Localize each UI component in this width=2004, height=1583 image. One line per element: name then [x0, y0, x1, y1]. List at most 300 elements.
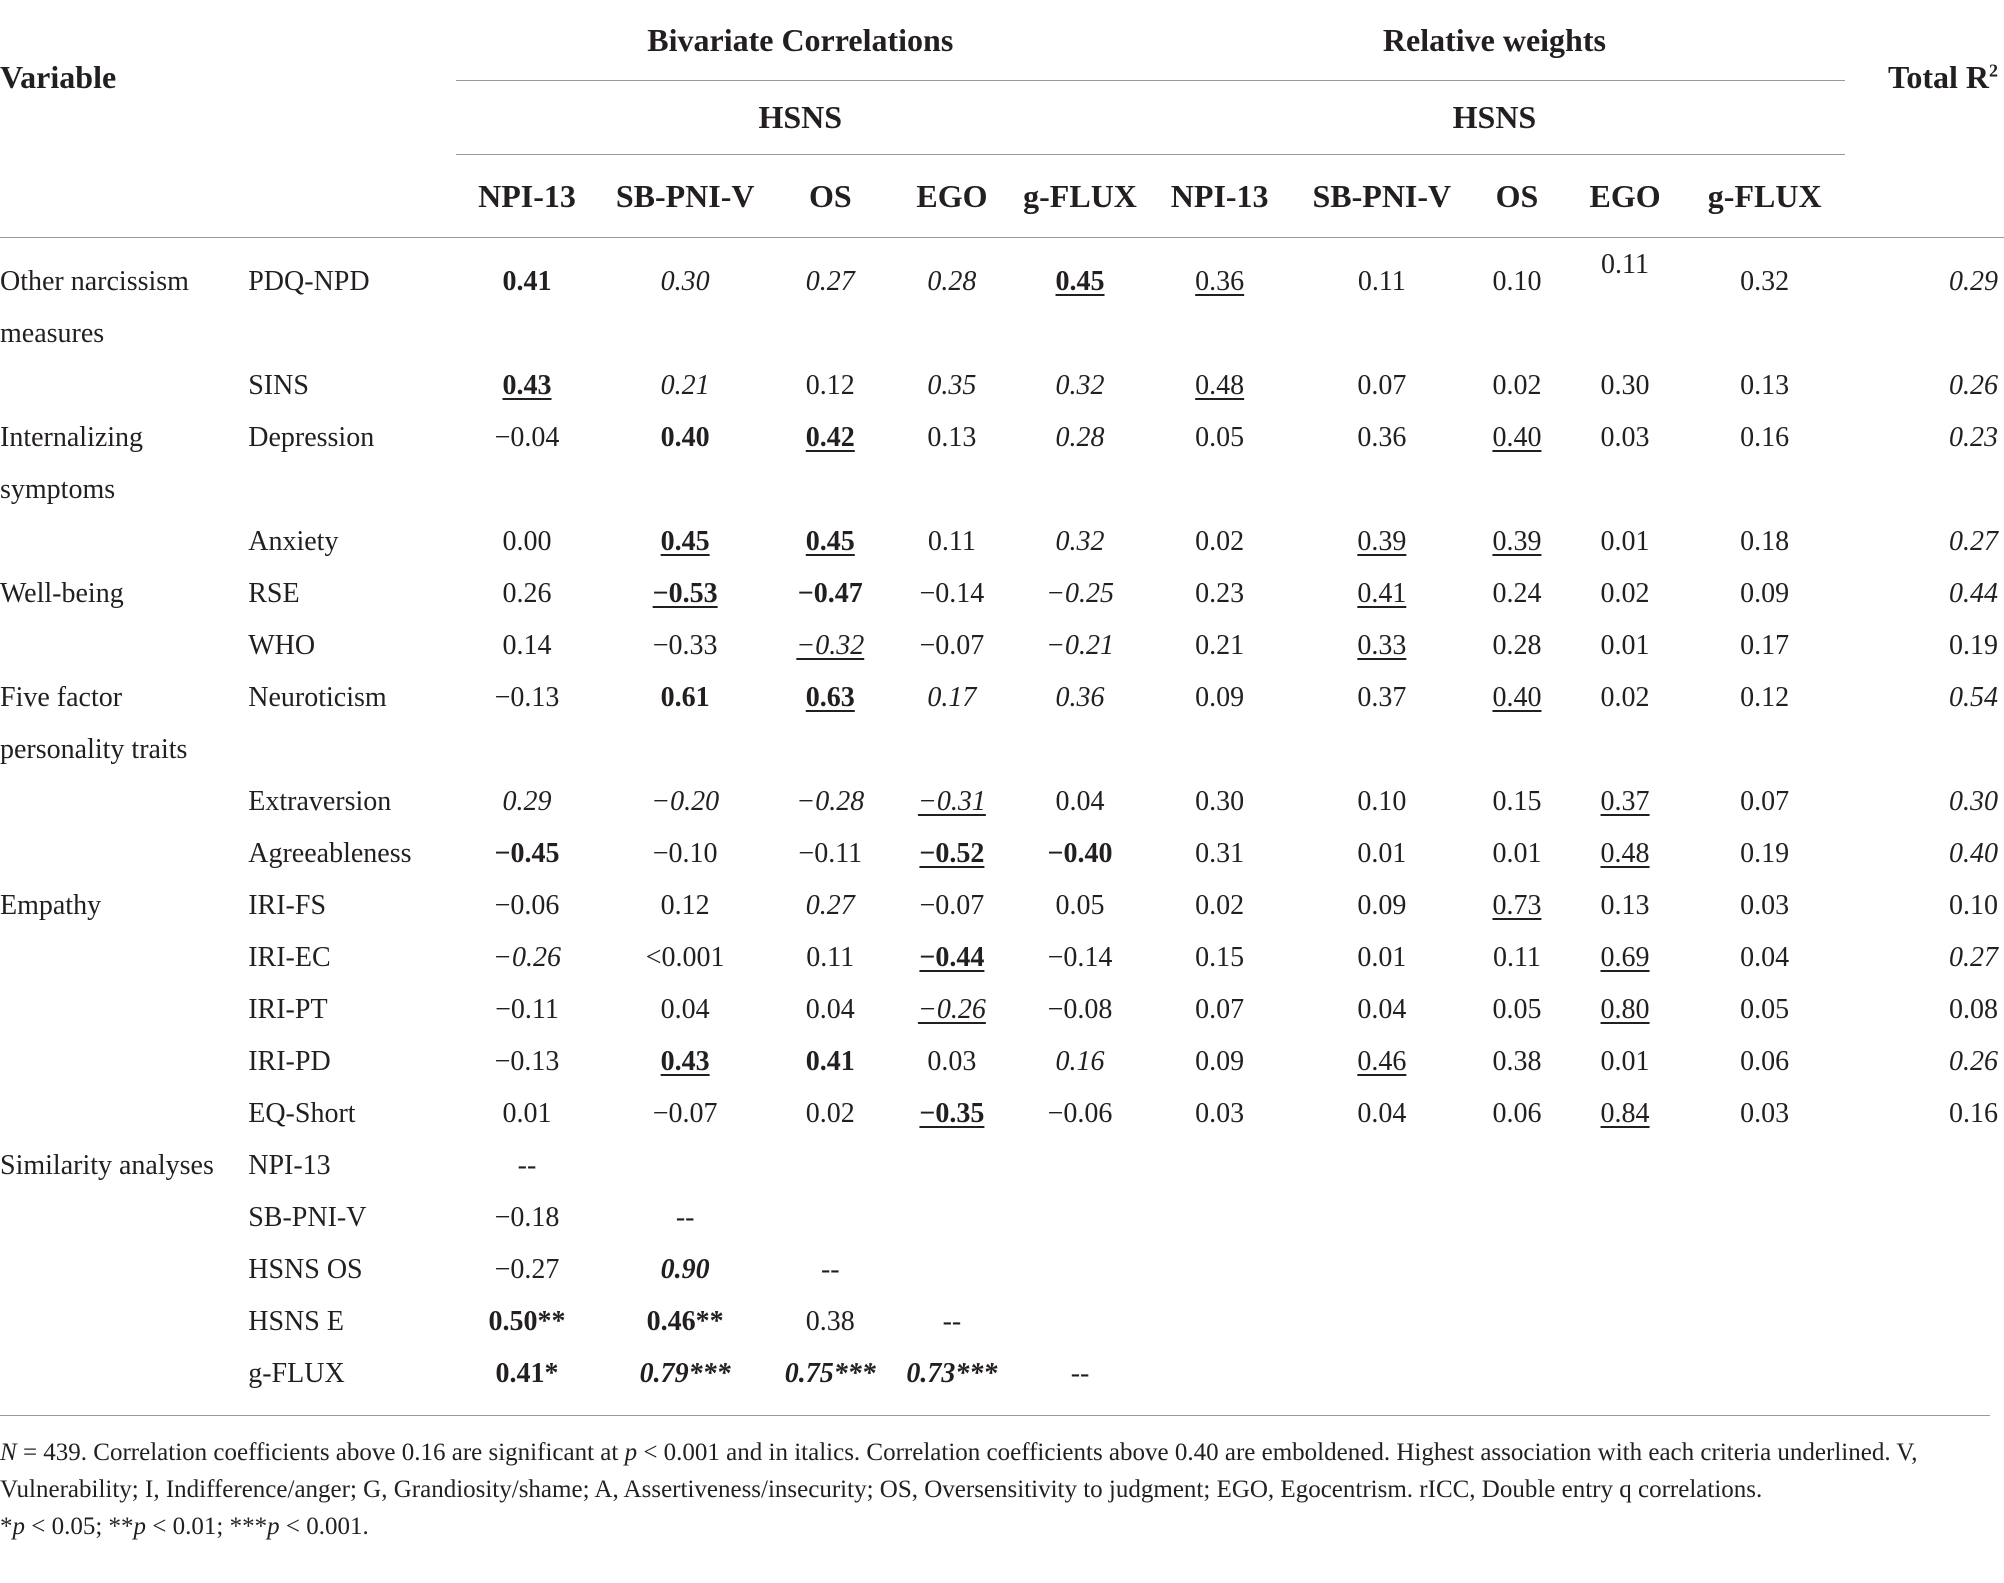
group-label	[0, 1088, 248, 1140]
value-cell	[1565, 568, 1684, 620]
value-cell	[1016, 412, 1144, 516]
value-cell	[1685, 828, 1845, 880]
cell-value: 0.03	[1740, 1098, 1790, 1129]
footnote-text: N = 439. Correlation coefficients above 0.16 are significant at p < 0.001 and in italics. Correlation coefficients above 0.40 are emboldened. Highest association with each criteria underlined. V, Vulnerability; I, Indifference/anger; G, Grandiosity/shame; A, Assertiveness/insecurity; OS, Oversensitivity to judgment; EGO, Egocentrism. rICC, Double entry q correlations.	[0, 1439, 1918, 1503]
group-label-text: Empathy	[0, 890, 102, 921]
cell-value: 0.45	[660, 526, 710, 557]
value-cell	[1144, 776, 1295, 828]
value-cell	[773, 1192, 888, 1244]
cell-value: 0.41*	[495, 1358, 559, 1389]
variable-label: g-FLUX	[248, 1358, 345, 1389]
cell-value: −0.06	[1047, 1098, 1113, 1129]
cell-value: 0.28	[1055, 422, 1105, 453]
total-r2-cell	[1845, 360, 2004, 412]
value-cell	[773, 360, 888, 412]
value-cell	[1016, 1088, 1144, 1140]
value-cell	[1016, 828, 1144, 880]
cell-value: 0.50**	[488, 1306, 566, 1337]
cell-value: −0.28	[796, 786, 865, 817]
cell-value: 0.18	[1740, 526, 1790, 557]
cell-value: 0.09	[1357, 890, 1407, 921]
value-cell	[456, 1088, 597, 1140]
cell-value: 0.07	[1740, 786, 1790, 817]
cell-value: 0.01	[1600, 1046, 1650, 1077]
value-cell	[1565, 1088, 1684, 1140]
value-cell	[888, 984, 1016, 1036]
total-r2-cell	[1845, 238, 2004, 361]
hsns-header-bivariate: HSNS	[456, 81, 1144, 155]
value-cell	[1685, 360, 1845, 412]
cell-value: −0.08	[1047, 994, 1113, 1025]
cell-value: 0.05	[1492, 994, 1542, 1025]
value-cell	[888, 620, 1016, 672]
cell-value: 0.21	[660, 370, 710, 401]
cell-value: −0.32	[796, 630, 865, 661]
value-cell	[1016, 672, 1144, 776]
cell-value: 0.11	[927, 526, 976, 557]
group-label	[0, 672, 248, 776]
cell-value: −0.52	[919, 838, 985, 869]
value-cell	[1144, 516, 1295, 568]
value-cell	[598, 880, 773, 932]
value-cell	[1468, 1244, 1565, 1296]
cell-value: −0.44	[919, 942, 985, 973]
value-cell	[1295, 880, 1468, 932]
value-cell	[1468, 1348, 1565, 1410]
cell-value: −0.21	[1046, 630, 1114, 661]
cell-value: −0.33	[652, 630, 718, 661]
col-header: OS	[1468, 155, 1565, 238]
value-cell	[1144, 1348, 1295, 1410]
value-cell	[1144, 828, 1295, 880]
value-cell	[598, 1244, 773, 1296]
col-header: SB-PNI-V	[1295, 155, 1468, 238]
total-r2-cell	[1845, 1348, 2004, 1410]
group-label-text: Five factor personality traits	[0, 682, 188, 765]
cell-value: 0.02	[1600, 682, 1650, 713]
cell-value: 0.19	[1949, 630, 1998, 661]
value-cell	[1468, 568, 1565, 620]
cell-value: 0.32	[1055, 526, 1105, 557]
value-cell	[598, 412, 773, 516]
cell-value: −0.40	[1047, 838, 1113, 869]
value-cell	[1565, 1036, 1684, 1088]
group-label	[0, 360, 248, 412]
value-cell	[1144, 1140, 1295, 1192]
cell-value: 0.40	[1492, 682, 1542, 713]
cell-value: 0.15	[1195, 942, 1245, 973]
value-cell	[1144, 932, 1295, 984]
cell-value: −0.47	[797, 578, 863, 609]
value-cell	[598, 1192, 773, 1244]
cell-value: 0.75***	[784, 1358, 876, 1389]
value-cell	[1685, 1192, 1845, 1244]
table-row	[0, 238, 2004, 361]
cell-value: --	[517, 1150, 537, 1181]
total-r2-cell	[1845, 1088, 2004, 1140]
cell-value: −0.13	[494, 682, 560, 713]
value-cell	[598, 672, 773, 776]
total-r2-cell	[1845, 1036, 2004, 1088]
value-cell	[1016, 1348, 1144, 1410]
group-label	[0, 828, 248, 880]
relative-header: Relative weights	[1144, 0, 1845, 81]
group-label	[0, 516, 248, 568]
value-cell	[1468, 1036, 1565, 1088]
cell-value: --	[1070, 1358, 1090, 1389]
value-cell	[1565, 516, 1684, 568]
cell-value: 0.01	[1600, 526, 1650, 557]
value-cell	[1468, 516, 1565, 568]
value-cell	[1295, 1140, 1468, 1192]
total-r2-cell	[1845, 1296, 2004, 1348]
table-row	[0, 828, 2004, 880]
value-cell	[1685, 620, 1845, 672]
cell-value: −0.13	[494, 1046, 560, 1077]
value-cell	[1016, 984, 1144, 1036]
value-cell	[1685, 932, 1845, 984]
cell-value: 0.48	[1195, 370, 1245, 401]
value-cell	[1295, 568, 1468, 620]
value-cell	[598, 776, 773, 828]
variable-label: Neuroticism	[248, 682, 387, 713]
cell-value: 0.44	[1949, 578, 1998, 609]
cell-value: −0.14	[1047, 942, 1113, 973]
value-cell	[598, 516, 773, 568]
cell-value: 0.46	[1357, 1046, 1407, 1077]
table-body	[0, 238, 2004, 1411]
value-cell	[888, 516, 1016, 568]
hsns-header-relative: HSNS	[1144, 81, 1845, 155]
cell-value: 0.13	[1600, 890, 1650, 921]
cell-value: 0.09	[1195, 682, 1245, 713]
cell-value: 0.26	[1949, 1046, 1998, 1077]
total-r2-header: Total $R^2$	[1887, 58, 1998, 95]
cell-value: 0.11	[1492, 942, 1541, 973]
cell-value: 0.90	[660, 1254, 710, 1285]
cell-value: 0.08	[1949, 994, 1998, 1025]
value-cell	[888, 672, 1016, 776]
cell-value: --	[675, 1202, 695, 1233]
cell-value: −0.35	[919, 1098, 985, 1129]
value-cell	[456, 1140, 597, 1192]
value-cell	[1565, 1192, 1684, 1244]
cell-value: 0.39	[1492, 526, 1542, 557]
group-label	[0, 1348, 248, 1410]
table-row	[0, 1192, 2004, 1244]
value-cell	[888, 1348, 1016, 1410]
total-r2-cell	[1845, 568, 2004, 620]
cell-value: 0.46**	[646, 1306, 724, 1337]
cell-value: 0.33	[1357, 630, 1407, 661]
value-cell	[456, 880, 597, 932]
cell-value: 0.11	[1357, 266, 1406, 297]
cell-value: 0.13	[1740, 370, 1790, 401]
cell-value: −0.26	[493, 942, 561, 973]
cell-value: 0.79***	[639, 1358, 731, 1389]
cell-value: 0.01	[1492, 838, 1542, 869]
cell-value: 0.17	[927, 682, 977, 713]
group-label	[0, 880, 248, 932]
value-cell	[1468, 1140, 1565, 1192]
value-cell	[598, 1296, 773, 1348]
total-r2-cell	[1845, 620, 2004, 672]
table-row	[0, 880, 2004, 932]
group-label	[0, 620, 248, 672]
cell-value: 0.23	[1195, 578, 1245, 609]
cell-value: −0.11	[495, 994, 559, 1025]
cell-value: 0.03	[1740, 890, 1790, 921]
col-header: NPI-13	[456, 155, 597, 238]
group-label	[0, 1140, 248, 1192]
value-cell	[1468, 932, 1565, 984]
table-row	[0, 932, 2004, 984]
variable-label: IRI-EC	[248, 942, 331, 973]
variable-label: EQ-Short	[248, 1098, 356, 1129]
value-cell	[888, 412, 1016, 516]
cell-value: 0.16	[1055, 1046, 1105, 1077]
variable-label: Anxiety	[248, 526, 339, 557]
value-cell	[1295, 1244, 1468, 1296]
value-cell	[456, 828, 597, 880]
col-header: g-FLUX	[1685, 155, 1845, 238]
table-row	[0, 1348, 2004, 1410]
value-cell	[598, 1088, 773, 1140]
cell-value: 0.37	[1600, 786, 1650, 817]
value-cell	[1144, 360, 1295, 412]
group-label-text: Similarity analyses	[0, 1150, 214, 1181]
cell-value: 0.40	[1492, 422, 1542, 453]
value-cell	[773, 1296, 888, 1348]
cell-value: 0.40	[1949, 838, 1998, 869]
cell-value: 0.31	[1195, 838, 1245, 869]
value-cell	[1685, 412, 1845, 516]
value-cell	[888, 1244, 1016, 1296]
value-cell	[1565, 238, 1684, 361]
value-cell	[456, 412, 597, 516]
cell-value: 0.30	[660, 266, 710, 297]
cell-value: −0.25	[1046, 578, 1114, 609]
value-cell	[773, 1348, 888, 1410]
total-r2-cell	[1845, 984, 2004, 1036]
value-cell	[888, 360, 1016, 412]
value-cell	[598, 1036, 773, 1088]
value-cell	[456, 516, 597, 568]
cell-value: 0.41	[502, 266, 552, 297]
cell-value: 0.61	[660, 682, 710, 713]
cell-value: 0.54	[1949, 682, 1998, 713]
cell-value: −0.06	[494, 890, 560, 921]
value-cell	[1468, 1192, 1565, 1244]
cell-value: 0.30	[1195, 786, 1245, 817]
cell-value: 0.02	[1195, 890, 1245, 921]
value-cell	[1295, 828, 1468, 880]
value-cell	[1016, 568, 1144, 620]
variable-label: WHO	[248, 630, 316, 661]
total-r2-cell	[1845, 776, 2004, 828]
cell-value: −0.07	[919, 890, 985, 921]
cell-value: 0.84	[1600, 1098, 1650, 1129]
bivariate-header: Bivariate Correlations	[456, 0, 1144, 81]
value-cell	[1468, 1088, 1565, 1140]
variable-label: SINS	[248, 370, 309, 401]
group-label	[0, 1296, 248, 1348]
value-cell	[888, 1296, 1016, 1348]
cell-value: 0.04	[660, 994, 710, 1025]
value-cell	[1016, 360, 1144, 412]
value-cell	[1685, 1244, 1845, 1296]
value-cell	[1016, 776, 1144, 828]
cell-value: --	[820, 1254, 840, 1285]
value-cell	[456, 1192, 597, 1244]
cell-value: −0.45	[494, 838, 560, 869]
cell-value: 0.23	[1949, 422, 1998, 453]
value-cell	[1565, 620, 1684, 672]
cell-value: 0.24	[1492, 578, 1542, 609]
cell-value: 0.43	[660, 1046, 710, 1077]
cell-value: −0.14	[919, 578, 985, 609]
col-header: EGO	[1565, 155, 1684, 238]
value-cell	[1016, 620, 1144, 672]
cell-value: −0.53	[652, 578, 718, 609]
variable-label: Agreeableness	[248, 838, 412, 869]
value-cell	[598, 932, 773, 984]
value-cell	[456, 1296, 597, 1348]
cell-value: <0.001	[645, 942, 725, 973]
group-label	[0, 984, 248, 1036]
value-cell	[1295, 516, 1468, 568]
value-cell	[888, 568, 1016, 620]
table-row	[0, 360, 2004, 412]
value-cell	[1468, 828, 1565, 880]
value-cell	[1468, 360, 1565, 412]
total-r2-cell	[1845, 516, 2004, 568]
cell-value: 0.10	[1949, 890, 1998, 921]
cell-value: 0.38	[805, 1306, 855, 1337]
cell-value: 0.07	[1357, 370, 1407, 401]
value-cell	[1468, 1296, 1565, 1348]
value-cell	[456, 360, 597, 412]
cell-value: 0.38	[1492, 1046, 1542, 1077]
variable-label: SB-PNI-V	[248, 1202, 367, 1233]
col-header: SB-PNI-V	[598, 155, 773, 238]
cell-value: 0.14	[502, 630, 552, 661]
value-cell	[773, 828, 888, 880]
cell-value: 0.05	[1055, 890, 1105, 921]
cell-value: 0.39	[1357, 526, 1407, 557]
cell-value: −0.10	[652, 838, 718, 869]
group-label	[0, 1036, 248, 1088]
value-cell	[773, 238, 888, 361]
value-cell	[598, 620, 773, 672]
value-cell	[456, 568, 597, 620]
value-cell	[888, 1140, 1016, 1192]
variable-label: HSNS E	[248, 1306, 344, 1337]
value-cell	[456, 1348, 597, 1410]
table-row	[0, 412, 2004, 516]
cell-value: 0.41	[805, 1046, 855, 1077]
group-label-text: Internalizing symptoms	[0, 422, 144, 505]
cell-value: 0.01	[1357, 838, 1407, 869]
cell-value: 0.29	[1949, 266, 1998, 297]
value-cell	[1468, 880, 1565, 932]
group-label	[0, 932, 248, 984]
value-cell	[1468, 776, 1565, 828]
cell-value: 0.01	[502, 1098, 552, 1129]
value-cell	[1685, 1036, 1845, 1088]
cell-value: 0.06	[1740, 1046, 1790, 1077]
value-cell	[888, 828, 1016, 880]
cell-value: 0.02	[1600, 578, 1650, 609]
total-r2-cell	[1845, 672, 2004, 776]
value-cell	[1144, 1088, 1295, 1140]
cell-value: 0.19	[1740, 838, 1790, 869]
value-cell	[598, 360, 773, 412]
table-row	[0, 1088, 2004, 1140]
cell-value: --	[942, 1306, 962, 1337]
value-cell	[1144, 1192, 1295, 1244]
value-cell	[888, 932, 1016, 984]
value-cell	[773, 984, 888, 1036]
value-cell	[1468, 412, 1565, 516]
cell-value: 0.03	[927, 1046, 977, 1077]
cell-value: 0.42	[805, 422, 855, 453]
cell-value: 0.32	[1055, 370, 1105, 401]
value-cell	[888, 1036, 1016, 1088]
value-cell	[773, 1036, 888, 1088]
group-label	[0, 238, 248, 361]
value-cell	[1144, 1296, 1295, 1348]
cell-value: 0.26	[502, 578, 552, 609]
value-cell	[1565, 1140, 1684, 1192]
value-cell	[1295, 672, 1468, 776]
value-cell	[1144, 880, 1295, 932]
cell-value: 0.04	[1357, 994, 1407, 1025]
cell-value: 0.04	[805, 994, 855, 1025]
cell-value: −0.07	[919, 630, 985, 661]
value-cell	[1565, 412, 1684, 516]
variable-label: IRI-FS	[248, 890, 327, 921]
value-cell	[1295, 1036, 1468, 1088]
cell-value: 0.16	[1949, 1098, 1998, 1129]
cell-value: 0.16	[1740, 422, 1790, 453]
cell-value: 0.05	[1195, 422, 1245, 453]
cell-value: 0.12	[660, 890, 710, 921]
value-cell	[1016, 932, 1144, 984]
value-cell	[773, 516, 888, 568]
value-cell	[1565, 880, 1684, 932]
cell-value: 0.35	[927, 370, 977, 401]
table-row	[0, 672, 2004, 776]
significance-legend: *p < 0.05; **p < 0.01; ***p < 0.001.	[0, 1513, 369, 1540]
value-cell	[888, 1192, 1016, 1244]
value-cell	[1144, 412, 1295, 516]
value-cell	[598, 1348, 773, 1410]
cell-value: 0.01	[1357, 942, 1407, 973]
value-cell	[888, 1088, 1016, 1140]
value-cell	[1016, 1140, 1144, 1192]
table-row	[0, 984, 2004, 1036]
cell-value: −0.18	[494, 1202, 560, 1233]
value-cell	[598, 984, 773, 1036]
value-cell	[1565, 984, 1684, 1036]
value-cell	[456, 1244, 597, 1296]
value-cell	[773, 620, 888, 672]
cell-value: 0.45	[805, 526, 855, 557]
cell-value: −0.11	[798, 838, 863, 869]
value-cell	[1016, 1244, 1144, 1296]
value-cell	[1144, 238, 1295, 361]
